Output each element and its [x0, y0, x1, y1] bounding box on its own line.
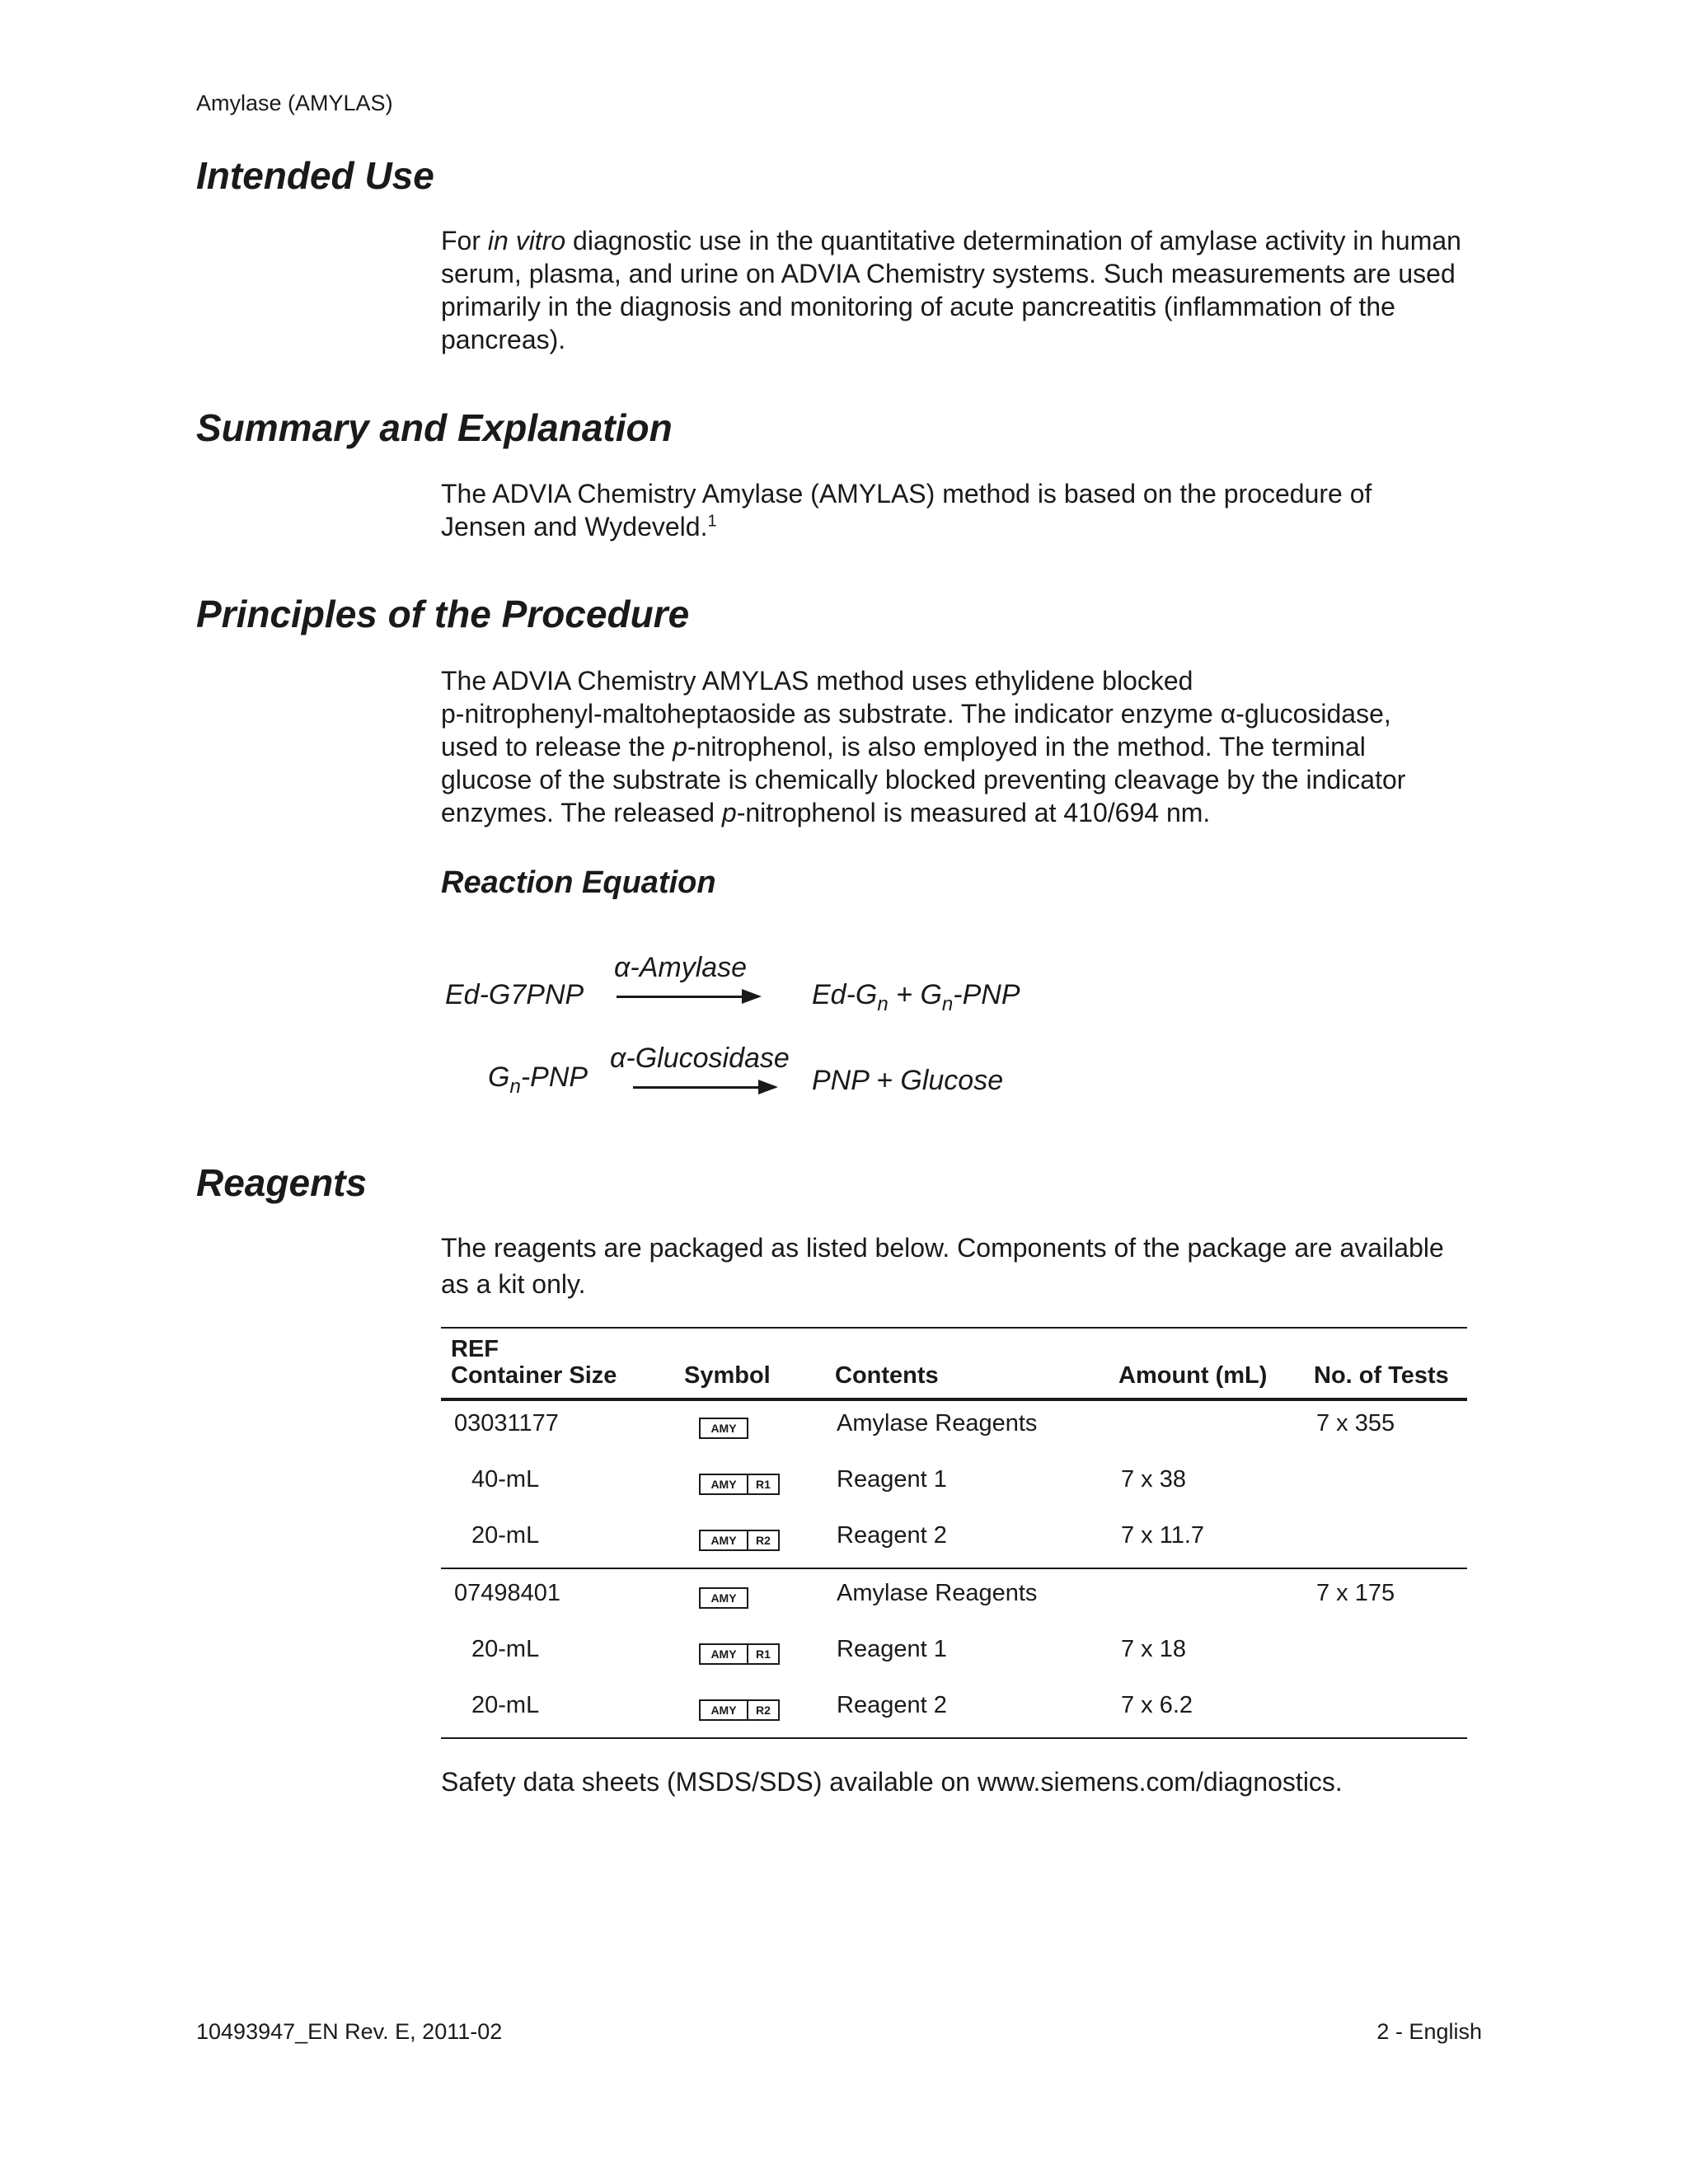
cell-amount: 7 x 18 — [1121, 1636, 1186, 1662]
principles-text: The ADVIA Chemistry AMYLAS method uses ethylidene blocked p-nitrophenyl-maltoheptaoside as substrate. The indicator enzyme α-glucosidase, used to release the p-nitrophenol, is also employed in the method. The terminal glucose of the substrate is chemically blocked preventing cleavage by the indicator enzymes. The released p-nitrophenol is measured at 410/694 nm. — [441, 666, 1406, 827]
running-head: Amylase (AMYLAS) — [196, 91, 393, 115]
reagents-table — [441, 1327, 1467, 1739]
symbol-part: R1 — [747, 1475, 778, 1493]
header-no-of-tests: No. of Tests — [1314, 1362, 1449, 1389]
symbol-part: AMY — [710, 1422, 737, 1435]
header-ref: REF — [451, 1336, 499, 1362]
heading-reagents: Reagents — [196, 1161, 368, 1204]
symbol-part: R1 — [747, 1645, 778, 1663]
heading-summary: Summary and Explanation — [196, 406, 673, 449]
symbol-label-icon — [699, 1587, 748, 1609]
symbol-label-icon — [699, 1699, 780, 1721]
symbol-label-icon — [699, 1530, 780, 1551]
reagents-text: The reagents are packaged as listed below. Components of the package are available as a kit only. — [441, 1233, 1444, 1299]
cell-ref: 03031177 — [454, 1410, 559, 1436]
cell-contents: Amylase Reagents — [837, 1410, 1038, 1436]
eq1-arrow — [617, 996, 758, 998]
table-header-rule — [441, 1398, 1467, 1401]
header-amount: Amount (mL) — [1118, 1362, 1268, 1389]
footnote-ref: 1 — [707, 512, 717, 531]
footer-doc-number: 10493947_EN Rev. E, 2011-02 — [196, 2019, 503, 2044]
footer-page-number: 2 - English — [1376, 2019, 1482, 2044]
heading-reaction-equation: Reaction Equation — [441, 865, 716, 900]
heading-principles: Principles of the Procedure — [196, 593, 690, 635]
eq1-enzyme: α-Amylase — [614, 952, 748, 983]
cell-ref: 07498401 — [454, 1580, 561, 1606]
cell-contents: Reagent 1 — [837, 1636, 947, 1662]
eq2-product: PNP + Glucose — [812, 1065, 1004, 1096]
eq2-reactant: $G_n$-PNP — [488, 1062, 588, 1098]
table-group-rule — [441, 1568, 1467, 1569]
cell-contents: Reagent 1 — [837, 1466, 947, 1493]
symbol-label-icon — [699, 1643, 780, 1665]
table-top-rule — [441, 1327, 1467, 1329]
header-symbol: Symbol — [684, 1362, 771, 1389]
symbol-part: AMY — [710, 1591, 737, 1605]
cell-ref: 20-mL — [471, 1522, 540, 1549]
symbol-part: AMY — [710, 1704, 737, 1717]
cell-contents: Reagent 2 — [837, 1692, 947, 1718]
cell-tests: 7 x 175 — [1316, 1580, 1395, 1606]
symbol-part: AMY — [710, 1647, 737, 1661]
heading-intended-use: Intended Use — [196, 154, 434, 197]
symbol-part: AMY — [710, 1478, 737, 1491]
table-bottom-rule — [441, 1737, 1467, 1739]
summary-text: The ADVIA Chemistry Amylase (AMYLAS) method is based on the procedure of Jensen and Wydeveld.$^1$ — [441, 479, 1372, 541]
cell-contents: Reagent 2 — [837, 1522, 947, 1549]
symbol-part: AMY — [710, 1534, 737, 1547]
cell-tests: 7 x 355 — [1316, 1410, 1395, 1436]
header-container-size: Container Size — [451, 1362, 617, 1389]
eq1-reactant: Ed-G7PNP — [445, 979, 584, 1010]
header-contents: Contents — [835, 1362, 939, 1389]
symbol-part: R2 — [747, 1531, 778, 1549]
eq2-enzyme: α-Glucosidase — [610, 1043, 790, 1074]
symbol-part: R2 — [747, 1701, 778, 1719]
cell-ref: 40-mL — [471, 1466, 540, 1493]
cell-ref: 20-mL — [471, 1636, 540, 1662]
cell-ref: 20-mL — [471, 1692, 540, 1718]
safety-note: Safety data sheets (MSDS/SDS) available on www.siemens.com/diagnostics. — [441, 1767, 1343, 1797]
cell-amount: 7 x 6.2 — [1121, 1692, 1193, 1718]
symbol-label-icon — [699, 1474, 780, 1495]
symbol-label-icon — [699, 1418, 748, 1439]
cell-amount: 7 x 11.7 — [1121, 1522, 1205, 1549]
cell-contents: Amylase Reagents — [837, 1580, 1038, 1606]
eq2-arrow — [633, 1086, 775, 1089]
eq1-products: $Ed-G_n + G_n-PNP$ — [812, 979, 1020, 1015]
cell-amount: 7 x 38 — [1121, 1466, 1186, 1493]
intended-use-text: For in vitro diagnostic use in the quantitative determination of amylase activity in human serum, plasma, and urine on ADVIA Chemistry systems. Such measurements are used primarily in the diagnosis and monitoring of acute pancreatitis (inflammation of the pancreas). — [441, 226, 1461, 354]
